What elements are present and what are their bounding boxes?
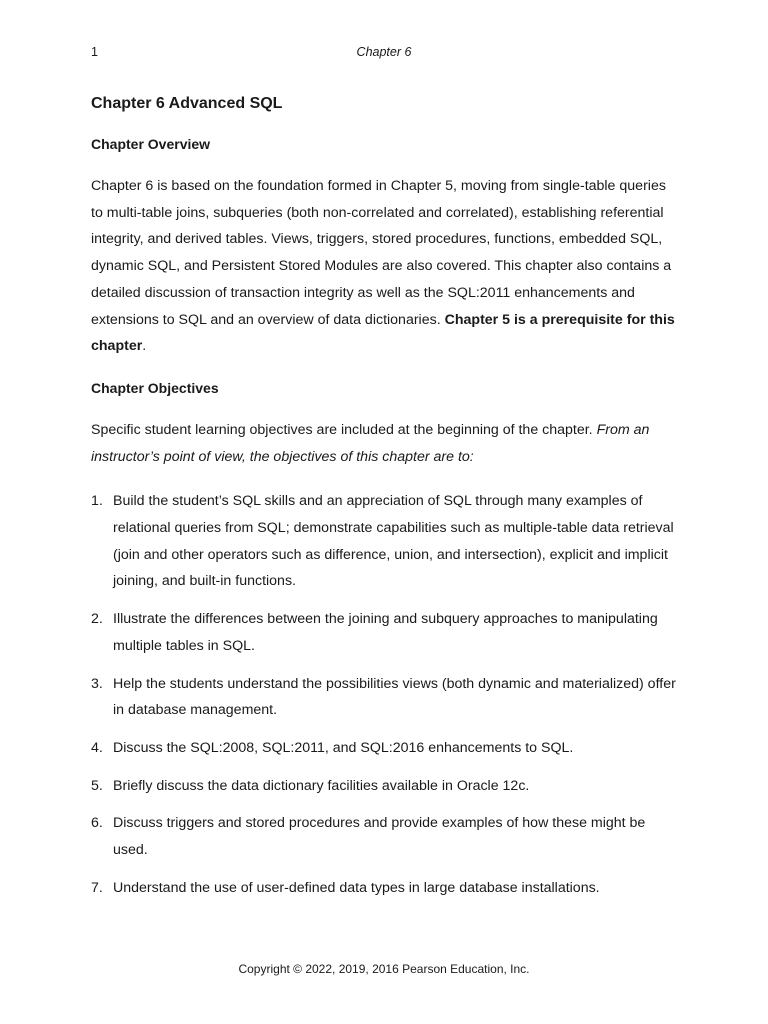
list-item-number: 7. bbox=[91, 879, 103, 896]
list-item bbox=[91, 606, 677, 659]
list-item bbox=[91, 488, 677, 595]
overview-text: Chapter 6 is based on the foundation formed in Chapter 5, moving from single-table queries to multi-table joins, subqueries (both non-correlated and correlated), establishing referential integrity, and derived tables. Views, triggers, stored procedures, functions, embedded SQL, dynamic SQL, and Persistent Stored Modules are also covered. This chapter also contains a detailed discussion of transaction integrity as well as the SQL:2011 enhancements and extensions to SQL and an overview of data dictionaries. bbox=[91, 178, 672, 328]
list-item-text: Discuss triggers and stored procedures and provide examples of how these might be used. bbox=[113, 815, 646, 859]
list-item-text: Help the students understand the possibilities views (both dynamic and materialized) offer in database management. bbox=[113, 675, 676, 719]
list-item-text: Illustrate the differences between the joining and subquery approaches to manipulating multiple tables in SQL. bbox=[113, 611, 658, 654]
list-item-number: 1. bbox=[91, 493, 103, 510]
objectives-intro-italic: From an instructor’s point of view, the objectives of this chapter are to: bbox=[91, 421, 650, 465]
objectives-heading: Chapter Objectives bbox=[91, 379, 219, 396]
running-title: Chapter 6 bbox=[356, 45, 412, 59]
list-item bbox=[91, 735, 677, 762]
list-item bbox=[91, 773, 677, 800]
overview-end-punct: . bbox=[142, 338, 147, 355]
list-item bbox=[91, 875, 677, 902]
copyright-footer: Copyright © 2022, 2019, 2016 Pearson Education, Inc. bbox=[238, 962, 530, 976]
list-item-text: Discuss the SQL:2008, SQL:2011, and SQL:2016 enhancements to SQL. bbox=[113, 739, 574, 756]
overview-heading: Chapter Overview bbox=[91, 136, 211, 152]
list-item-number: 3. bbox=[91, 675, 103, 692]
list-item bbox=[91, 671, 677, 724]
list-item-number: 4. bbox=[91, 739, 103, 756]
list-item bbox=[91, 810, 677, 863]
overview-paragraph bbox=[91, 173, 677, 360]
page-content bbox=[91, 92, 677, 901]
prerequisite-note: Chapter 5 is a prerequisite for this chapter bbox=[91, 311, 675, 355]
list-item-text: Build the student’s SQL skills and an appreciation of SQL through many examples of relational queries from SQL; demonstrate capabilities such as multiple-table data retrieval (join and other operators such as difference, union, and intersection), explicit and implicit joining, and built-in functions. bbox=[113, 493, 674, 590]
list-item-text: Briefly discuss the data dictionary facilities available in Oracle 12c. bbox=[113, 777, 530, 794]
chapter-title: Chapter 6 Advanced SQL bbox=[91, 95, 283, 112]
page-number: 1 bbox=[91, 45, 98, 59]
list-item-number: 2. bbox=[91, 611, 103, 628]
list-item-text: Understand the use of user-defined data types in large database installations. bbox=[113, 879, 600, 896]
objectives-intro-plain: Specific student learning objectives are included at the beginning of the chapter. bbox=[91, 421, 597, 438]
objectives-intro bbox=[91, 417, 677, 470]
objectives-list bbox=[91, 488, 677, 901]
page-header bbox=[91, 45, 677, 63]
list-item-number: 5. bbox=[91, 777, 103, 794]
list-item-number: 6. bbox=[91, 815, 103, 832]
